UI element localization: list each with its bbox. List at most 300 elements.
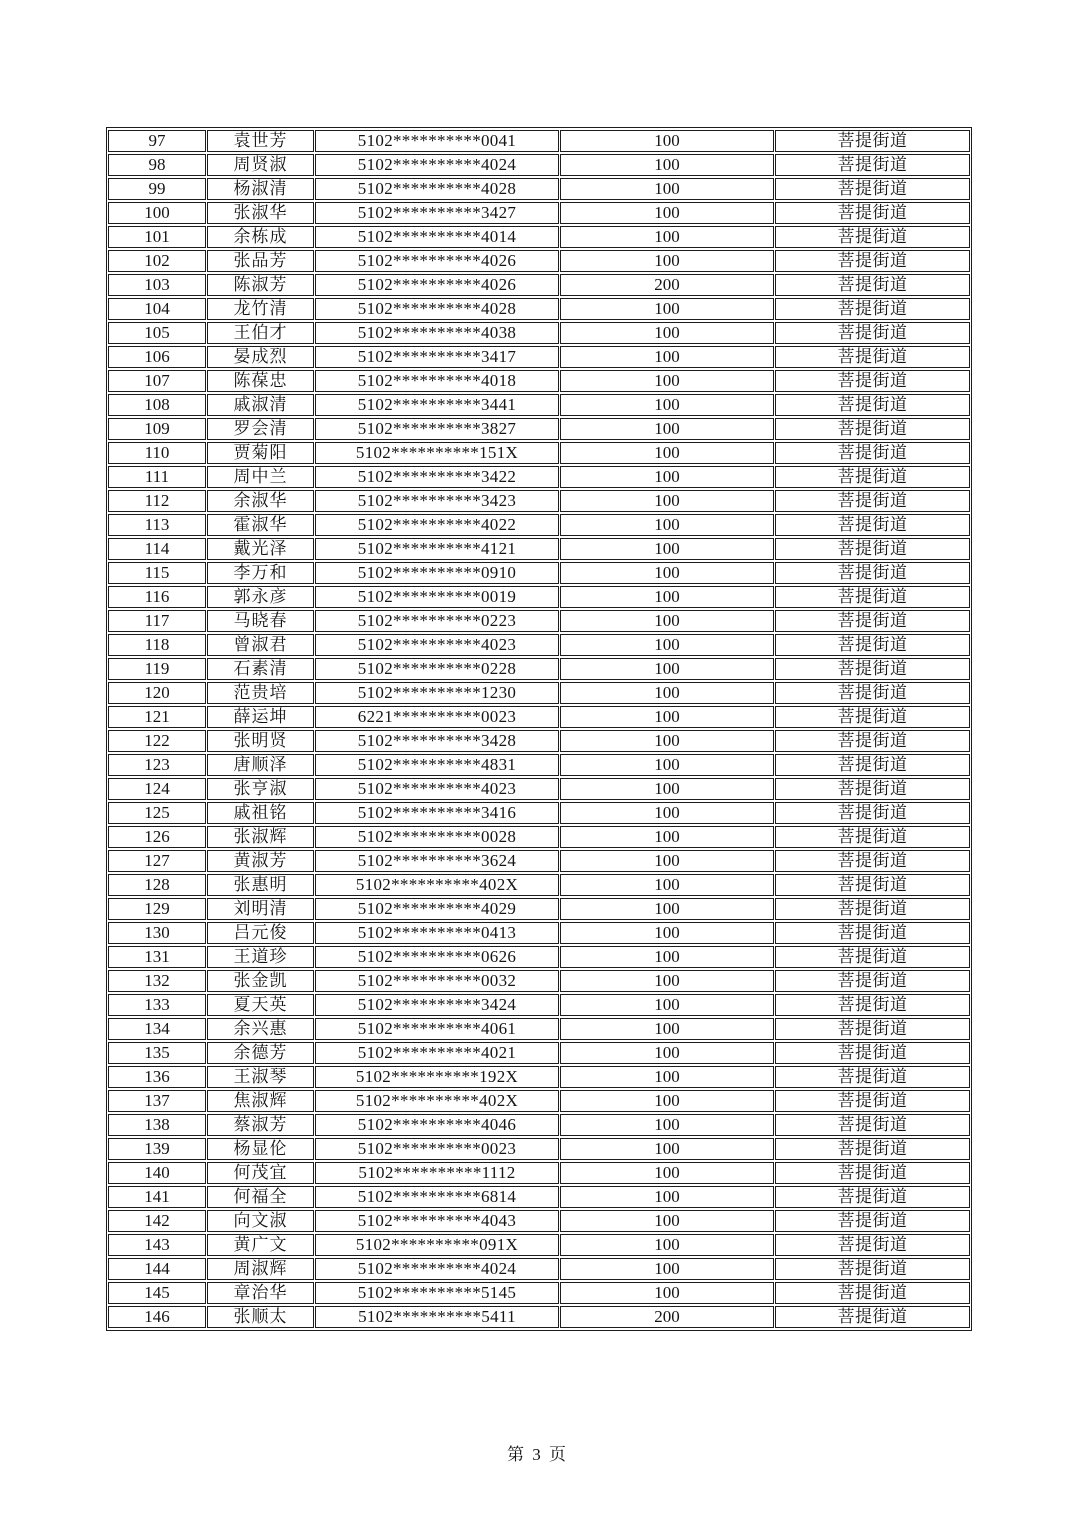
cell-seq: 125 [108, 802, 206, 824]
cell-id-number: 5102**********4021 [315, 1042, 559, 1064]
cell-name: 马晓春 [207, 610, 314, 632]
table-row [108, 922, 970, 944]
cell-amount: 100 [560, 658, 774, 680]
cell-amount: 100 [560, 706, 774, 728]
table-row [108, 874, 970, 896]
cell-id-number: 5102**********3424 [315, 994, 559, 1016]
cell-id-number: 5102**********4023 [315, 778, 559, 800]
cell-seq: 112 [108, 490, 206, 512]
cell-seq: 143 [108, 1234, 206, 1256]
cell-seq: 137 [108, 1090, 206, 1112]
cell-id-number: 5102**********3441 [315, 394, 559, 416]
cell-id-number: 5102**********4024 [315, 154, 559, 176]
cell-street: 菩提街道 [775, 322, 970, 344]
cell-amount: 100 [560, 1018, 774, 1040]
cell-amount: 100 [560, 1210, 774, 1232]
cell-seq: 142 [108, 1210, 206, 1232]
cell-amount: 100 [560, 826, 774, 848]
cell-amount: 100 [560, 1138, 774, 1160]
cell-seq: 135 [108, 1042, 206, 1064]
cell-name: 刘明清 [207, 898, 314, 920]
cell-id-number: 5102**********4831 [315, 754, 559, 776]
table-row [108, 778, 970, 800]
cell-name: 张淑华 [207, 202, 314, 224]
cell-street: 菩提街道 [775, 298, 970, 320]
cell-id-number: 5102**********151X [315, 442, 559, 464]
cell-name: 夏天英 [207, 994, 314, 1016]
cell-amount: 100 [560, 1162, 774, 1184]
cell-seq: 106 [108, 346, 206, 368]
cell-seq: 129 [108, 898, 206, 920]
cell-id-number: 5102**********0019 [315, 586, 559, 608]
table-row [108, 826, 970, 848]
cell-seq: 140 [108, 1162, 206, 1184]
cell-street: 菩提街道 [775, 1282, 970, 1304]
cell-street: 菩提街道 [775, 682, 970, 704]
cell-id-number: 5102**********4121 [315, 538, 559, 560]
cell-street: 菩提街道 [775, 346, 970, 368]
cell-seq: 120 [108, 682, 206, 704]
cell-amount: 100 [560, 754, 774, 776]
cell-amount: 100 [560, 946, 774, 968]
cell-amount: 100 [560, 1186, 774, 1208]
cell-seq: 109 [108, 418, 206, 440]
table-row [108, 442, 970, 464]
cell-amount: 100 [560, 178, 774, 200]
cell-amount: 100 [560, 634, 774, 656]
cell-name: 张明贤 [207, 730, 314, 752]
cell-amount: 100 [560, 802, 774, 824]
cell-name: 戚祖铭 [207, 802, 314, 824]
cell-seq: 122 [108, 730, 206, 752]
cell-street: 菩提街道 [775, 1162, 970, 1184]
cell-name: 余栋成 [207, 226, 314, 248]
cell-id-number: 5102**********4028 [315, 298, 559, 320]
cell-street: 菩提街道 [775, 874, 970, 896]
cell-seq: 136 [108, 1066, 206, 1088]
cell-amount: 100 [560, 490, 774, 512]
cell-name: 向文淑 [207, 1210, 314, 1232]
cell-name: 陈淑芳 [207, 274, 314, 296]
cell-amount: 100 [560, 130, 774, 152]
cell-seq: 130 [108, 922, 206, 944]
table-row [108, 1186, 970, 1208]
cell-name: 袁世芳 [207, 130, 314, 152]
cell-amount: 100 [560, 1258, 774, 1280]
cell-name: 吕元俊 [207, 922, 314, 944]
cell-id-number: 5102**********4046 [315, 1114, 559, 1136]
cell-street: 菩提街道 [775, 226, 970, 248]
cell-id-number: 5102**********1112 [315, 1162, 559, 1184]
cell-seq: 113 [108, 514, 206, 536]
cell-amount: 100 [560, 898, 774, 920]
cell-street: 菩提街道 [775, 130, 970, 152]
cell-amount: 100 [560, 730, 774, 752]
table-row [108, 322, 970, 344]
table-row [108, 754, 970, 776]
cell-amount: 100 [560, 1234, 774, 1256]
table-row [108, 226, 970, 248]
cell-name: 范贵培 [207, 682, 314, 704]
cell-name: 张亨淑 [207, 778, 314, 800]
cell-street: 菩提街道 [775, 1066, 970, 1088]
table-row [108, 202, 970, 224]
cell-street: 菩提街道 [775, 778, 970, 800]
table-row [108, 562, 970, 584]
cell-seq: 105 [108, 322, 206, 344]
cell-name: 何茂宜 [207, 1162, 314, 1184]
cell-amount: 100 [560, 538, 774, 560]
cell-name: 黄广文 [207, 1234, 314, 1256]
table-row [108, 250, 970, 272]
cell-id-number: 5102**********0041 [315, 130, 559, 152]
cell-name: 蔡淑芳 [207, 1114, 314, 1136]
cell-seq: 114 [108, 538, 206, 560]
cell-id-number: 5102**********1230 [315, 682, 559, 704]
cell-street: 菩提街道 [775, 1234, 970, 1256]
cell-amount: 100 [560, 1282, 774, 1304]
cell-seq: 131 [108, 946, 206, 968]
cell-seq: 117 [108, 610, 206, 632]
cell-id-number: 5102**********3422 [315, 466, 559, 488]
cell-street: 菩提街道 [775, 658, 970, 680]
cell-amount: 100 [560, 322, 774, 344]
cell-street: 菩提街道 [775, 754, 970, 776]
cell-seq: 98 [108, 154, 206, 176]
cell-name: 余兴惠 [207, 1018, 314, 1040]
cell-street: 菩提街道 [775, 202, 970, 224]
cell-seq: 101 [108, 226, 206, 248]
cell-id-number: 5102**********3624 [315, 850, 559, 872]
cell-amount: 100 [560, 778, 774, 800]
cell-name: 戴光泽 [207, 538, 314, 560]
table-row [108, 1114, 970, 1136]
cell-name: 罗会清 [207, 418, 314, 440]
table-row [108, 658, 970, 680]
cell-name: 张惠明 [207, 874, 314, 896]
table-row [108, 346, 970, 368]
cell-id-number: 5102**********0032 [315, 970, 559, 992]
cell-seq: 145 [108, 1282, 206, 1304]
table-row [108, 1138, 970, 1160]
table-row [108, 514, 970, 536]
cell-id-number: 5102**********4061 [315, 1018, 559, 1040]
cell-amount: 100 [560, 442, 774, 464]
cell-name: 陈葆忠 [207, 370, 314, 392]
cell-id-number: 5102**********4022 [315, 514, 559, 536]
table-row [108, 898, 970, 920]
cell-name: 曾淑君 [207, 634, 314, 656]
cell-name: 何福全 [207, 1186, 314, 1208]
cell-seq: 116 [108, 586, 206, 608]
cell-seq: 128 [108, 874, 206, 896]
cell-seq: 115 [108, 562, 206, 584]
cell-name: 张顺太 [207, 1306, 314, 1328]
page-number-footer: 第 3 页 [507, 1445, 568, 1464]
cell-street: 菩提街道 [775, 442, 970, 464]
cell-amount: 100 [560, 970, 774, 992]
cell-name: 余德芳 [207, 1042, 314, 1064]
cell-id-number: 5102**********091X [315, 1234, 559, 1256]
cell-amount: 100 [560, 850, 774, 872]
cell-id-number: 5102**********4038 [315, 322, 559, 344]
cell-name: 王伯才 [207, 322, 314, 344]
cell-name: 薛运坤 [207, 706, 314, 728]
table-row [108, 802, 970, 824]
cell-id-number: 5102**********4026 [315, 274, 559, 296]
table-row [108, 1162, 970, 1184]
cell-street: 菩提街道 [775, 394, 970, 416]
cell-seq: 100 [108, 202, 206, 224]
cell-name: 戚淑清 [207, 394, 314, 416]
cell-street: 菩提街道 [775, 250, 970, 272]
cell-name: 石素清 [207, 658, 314, 680]
cell-street: 菩提街道 [775, 610, 970, 632]
cell-street: 菩提街道 [775, 802, 970, 824]
cell-street: 菩提街道 [775, 850, 970, 872]
cell-id-number: 5102**********0023 [315, 1138, 559, 1160]
cell-seq: 126 [108, 826, 206, 848]
cell-seq: 121 [108, 706, 206, 728]
cell-name: 唐顺泽 [207, 754, 314, 776]
table-row [108, 394, 970, 416]
cell-name: 王道珍 [207, 946, 314, 968]
cell-street: 菩提街道 [775, 154, 970, 176]
cell-street: 菩提街道 [775, 274, 970, 296]
cell-seq: 118 [108, 634, 206, 656]
cell-amount: 100 [560, 202, 774, 224]
cell-street: 菩提街道 [775, 1138, 970, 1160]
cell-name: 张金凯 [207, 970, 314, 992]
cell-street: 菩提街道 [775, 826, 970, 848]
cell-amount: 100 [560, 466, 774, 488]
cell-seq: 119 [108, 658, 206, 680]
cell-street: 菩提街道 [775, 946, 970, 968]
cell-name: 余淑华 [207, 490, 314, 512]
cell-amount: 100 [560, 682, 774, 704]
cell-name: 周贤淑 [207, 154, 314, 176]
cell-id-number: 5102**********0626 [315, 946, 559, 968]
cell-seq: 139 [108, 1138, 206, 1160]
cell-amount: 100 [560, 346, 774, 368]
cell-amount: 100 [560, 250, 774, 272]
cell-name: 张品芳 [207, 250, 314, 272]
cell-name: 周中兰 [207, 466, 314, 488]
cell-amount: 100 [560, 1090, 774, 1112]
cell-street: 菩提街道 [775, 730, 970, 752]
table-row [108, 1258, 970, 1280]
table-row [108, 1306, 970, 1328]
cell-seq: 134 [108, 1018, 206, 1040]
cell-name: 黄淑芳 [207, 850, 314, 872]
table-row [108, 490, 970, 512]
cell-street: 菩提街道 [775, 1090, 970, 1112]
cell-amount: 200 [560, 1306, 774, 1328]
cell-name: 贾菊阳 [207, 442, 314, 464]
cell-amount: 100 [560, 586, 774, 608]
cell-seq: 124 [108, 778, 206, 800]
cell-street: 菩提街道 [775, 994, 970, 1016]
table-row [108, 610, 970, 632]
cell-street: 菩提街道 [775, 586, 970, 608]
cell-id-number: 5102**********0223 [315, 610, 559, 632]
beneficiary-table [107, 128, 971, 1330]
table-row [108, 730, 970, 752]
table-row [108, 1042, 970, 1064]
table-row [108, 994, 970, 1016]
beneficiary-table-container [106, 127, 972, 1331]
cell-seq: 111 [108, 466, 206, 488]
cell-seq: 133 [108, 994, 206, 1016]
cell-id-number: 5102**********0413 [315, 922, 559, 944]
cell-id-number: 5102**********4043 [315, 1210, 559, 1232]
cell-name: 杨显伦 [207, 1138, 314, 1160]
cell-seq: 144 [108, 1258, 206, 1280]
cell-amount: 100 [560, 1066, 774, 1088]
table-row [108, 946, 970, 968]
cell-street: 菩提街道 [775, 370, 970, 392]
cell-street: 菩提街道 [775, 1042, 970, 1064]
cell-amount: 100 [560, 298, 774, 320]
cell-seq: 104 [108, 298, 206, 320]
cell-street: 菩提街道 [775, 514, 970, 536]
cell-seq: 146 [108, 1306, 206, 1328]
cell-amount: 100 [560, 1042, 774, 1064]
table-row [108, 586, 970, 608]
cell-id-number: 5102**********4028 [315, 178, 559, 200]
cell-seq: 103 [108, 274, 206, 296]
cell-street: 菩提街道 [775, 1258, 970, 1280]
cell-street: 菩提街道 [775, 562, 970, 584]
cell-name: 王淑琴 [207, 1066, 314, 1088]
cell-id-number: 5102**********3417 [315, 346, 559, 368]
cell-amount: 100 [560, 1114, 774, 1136]
cell-id-number: 5102**********192X [315, 1066, 559, 1088]
cell-id-number: 5102**********402X [315, 874, 559, 896]
table-row [108, 1234, 970, 1256]
table-row [108, 418, 970, 440]
table-row [108, 130, 970, 152]
cell-id-number: 5102**********0228 [315, 658, 559, 680]
cell-id-number: 5102**********6814 [315, 1186, 559, 1208]
table-row [108, 178, 970, 200]
cell-id-number: 5102**********4014 [315, 226, 559, 248]
cell-street: 菩提街道 [775, 1210, 970, 1232]
cell-name: 焦淑辉 [207, 1090, 314, 1112]
cell-name: 李万和 [207, 562, 314, 584]
table-row [108, 706, 970, 728]
cell-amount: 100 [560, 610, 774, 632]
cell-amount: 100 [560, 226, 774, 248]
cell-seq: 97 [108, 130, 206, 152]
table-row [108, 370, 970, 392]
cell-street: 菩提街道 [775, 466, 970, 488]
table-row [108, 466, 970, 488]
cell-seq: 108 [108, 394, 206, 416]
table-row [108, 298, 970, 320]
beneficiary-table-body [108, 130, 970, 1328]
table-row [108, 538, 970, 560]
table-row [108, 1018, 970, 1040]
cell-street: 菩提街道 [775, 178, 970, 200]
cell-street: 菩提街道 [775, 1186, 970, 1208]
table-row [108, 1282, 970, 1304]
cell-street: 菩提街道 [775, 634, 970, 656]
cell-seq: 127 [108, 850, 206, 872]
cell-amount: 100 [560, 922, 774, 944]
cell-id-number: 5102**********5145 [315, 1282, 559, 1304]
cell-id-number: 5102**********3416 [315, 802, 559, 824]
cell-seq: 110 [108, 442, 206, 464]
cell-street: 菩提街道 [775, 1306, 970, 1328]
cell-seq: 138 [108, 1114, 206, 1136]
table-row [108, 154, 970, 176]
cell-id-number: 5102**********5411 [315, 1306, 559, 1328]
cell-name: 晏成烈 [207, 346, 314, 368]
cell-id-number: 5102**********4026 [315, 250, 559, 272]
cell-street: 菩提街道 [775, 970, 970, 992]
cell-amount: 100 [560, 154, 774, 176]
cell-street: 菩提街道 [775, 418, 970, 440]
cell-id-number: 5102**********0028 [315, 826, 559, 848]
cell-name: 张淑辉 [207, 826, 314, 848]
cell-name: 郭永彦 [207, 586, 314, 608]
cell-amount: 200 [560, 274, 774, 296]
table-row [108, 1090, 970, 1112]
cell-street: 菩提街道 [775, 706, 970, 728]
cell-amount: 100 [560, 562, 774, 584]
cell-street: 菩提街道 [775, 538, 970, 560]
cell-amount: 100 [560, 994, 774, 1016]
cell-seq: 141 [108, 1186, 206, 1208]
cell-id-number: 5102**********402X [315, 1090, 559, 1112]
cell-seq: 102 [108, 250, 206, 272]
cell-name: 周淑辉 [207, 1258, 314, 1280]
table-row [108, 682, 970, 704]
table-row [108, 970, 970, 992]
cell-id-number: 5102**********0910 [315, 562, 559, 584]
table-row [108, 850, 970, 872]
cell-amount: 100 [560, 370, 774, 392]
table-row [108, 274, 970, 296]
cell-name: 章治华 [207, 1282, 314, 1304]
cell-street: 菩提街道 [775, 1114, 970, 1136]
cell-street: 菩提街道 [775, 1018, 970, 1040]
cell-id-number: 5102**********4029 [315, 898, 559, 920]
cell-id-number: 5102**********3427 [315, 202, 559, 224]
cell-seq: 123 [108, 754, 206, 776]
cell-seq: 132 [108, 970, 206, 992]
cell-id-number: 5102**********3428 [315, 730, 559, 752]
table-row [108, 634, 970, 656]
cell-amount: 100 [560, 514, 774, 536]
cell-street: 菩提街道 [775, 922, 970, 944]
cell-name: 霍淑华 [207, 514, 314, 536]
table-row [108, 1066, 970, 1088]
cell-id-number: 5102**********4024 [315, 1258, 559, 1280]
cell-id-number: 6221**********0023 [315, 706, 559, 728]
cell-amount: 100 [560, 418, 774, 440]
cell-name: 龙竹清 [207, 298, 314, 320]
cell-amount: 100 [560, 394, 774, 416]
cell-seq: 99 [108, 178, 206, 200]
cell-street: 菩提街道 [775, 898, 970, 920]
cell-amount: 100 [560, 874, 774, 896]
cell-street: 菩提街道 [775, 490, 970, 512]
cell-id-number: 5102**********3827 [315, 418, 559, 440]
cell-id-number: 5102**********4018 [315, 370, 559, 392]
cell-name: 杨淑清 [207, 178, 314, 200]
